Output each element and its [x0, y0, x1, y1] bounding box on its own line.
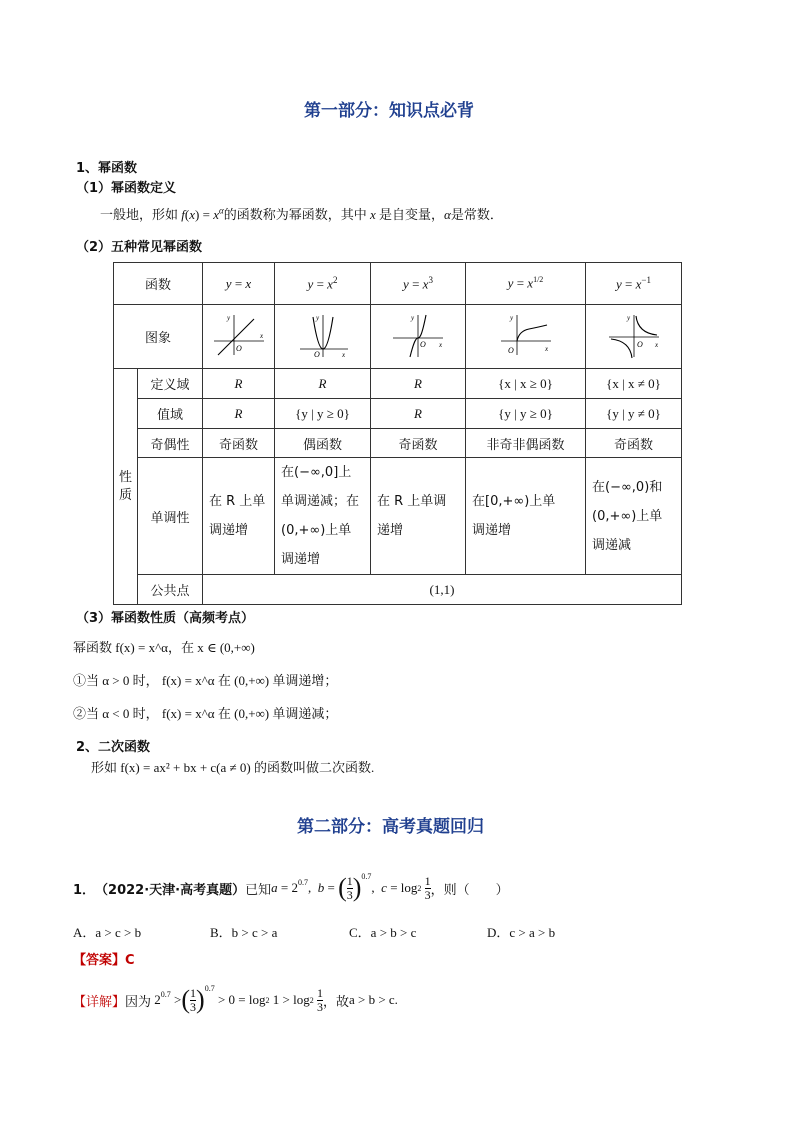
graph-2 [275, 305, 371, 369]
header-properties [114, 369, 138, 605]
mono-4 [466, 458, 586, 575]
property-line-2: ①当 α > 0 时， f(x) = x^α 在 (0,+∞) 单调递增； [73, 673, 338, 688]
func-1: y = x [203, 263, 275, 305]
property-line-1: 幂函数 f(x) = x^α，在 x ∈ (0,+∞) [73, 640, 255, 655]
svg-text:y: y [509, 313, 513, 322]
label-range: 值域 [138, 399, 203, 429]
table-row-range [114, 399, 682, 429]
detail-text-b: ，故 [322, 994, 349, 1010]
common-point-value: (1,1) [203, 575, 682, 605]
property-line-3: ②当 α < 0 时， f(x) = x^α 在 (0,+∞) 单调递减； [73, 706, 338, 721]
section-1-title: 1、幂函数 [76, 161, 138, 176]
func-5: $y = x^{-1}$ [586, 263, 682, 305]
def-formula: $f(x) = x^\alpha$ [181, 205, 224, 222]
def-var-x: x [366, 207, 379, 222]
option-c[interactable]: C．a > b > c [349, 925, 417, 940]
svg-text:O: O [507, 345, 514, 355]
domain-5: {x | x ≠ 0} [586, 369, 682, 399]
range-5: {y | y ≠ 0} [586, 399, 682, 429]
svg-text:x: x [439, 340, 443, 349]
label-common-point: 公共点 [138, 575, 203, 605]
detail-tag: 【详解】 [73, 994, 126, 1010]
question-formula: a = 2 $^{0.7}$ , b = ( 1 3 ) $^{0.7}$ , c = log 2 1 3 [271, 871, 431, 902]
svg-text:y: y [315, 313, 319, 322]
definition-line [100, 204, 503, 223]
answer-line [73, 949, 135, 968]
question-stem-a: 已知 [245, 882, 272, 898]
svg-text:y: y [411, 313, 415, 322]
parity-5: 奇函数 [586, 429, 682, 458]
question-1-stem [73, 870, 509, 906]
part1-title: 第一部分：知识点必背 [304, 101, 474, 121]
func-3: $y = x^3$ [371, 263, 466, 305]
section-1-1-title: （1）幂函数定义 [76, 181, 177, 196]
header-graph: 图象 [114, 305, 203, 369]
label-monotonicity: 单调性 [138, 458, 203, 575]
quadratic-definition: 形如 f(x) = ax² + bx + c(a ≠ 0) 的函数叫做二次函数. [91, 760, 375, 775]
graph-y-equals-x-icon [210, 311, 268, 359]
graph-5 [586, 305, 682, 369]
svg-text:y: y [626, 313, 630, 322]
detail-formula: 2 $^{0.7}$ > ( 1 3 ) $^{0.7}$ > 0 = log 2 1 > log 2 1 3 [151, 983, 323, 1014]
label-parity: 奇偶性 [138, 429, 203, 458]
section-2-title: 2、二次函数 [76, 740, 151, 755]
mono-1-line-1: 在 R 上单 [209, 494, 266, 509]
mono-4-line-2: 调递增 [472, 523, 512, 538]
domain-1: R [203, 369, 275, 399]
svg-text:O: O [313, 349, 320, 359]
parity-2: 偶函数 [275, 429, 371, 458]
mono-2-line-2: 单调递减；在 [281, 494, 360, 509]
func-4: $y = x^{1/2}$ [466, 263, 586, 305]
def-text-a: 一般地，形如 [100, 208, 179, 223]
mono-1-line-2: 调递增 [209, 523, 249, 538]
mono-1 [203, 458, 275, 575]
label-domain: 定义域 [138, 369, 203, 399]
table-row-parity [114, 429, 682, 458]
table-row-functions [114, 263, 682, 305]
range-1: R [203, 399, 275, 429]
question-number: 1． [73, 882, 96, 898]
mono-5-line-2: (0,+∞)上单 [592, 508, 663, 524]
graph-3 [371, 305, 466, 369]
section-1-3-title: （3）幂函数性质（高频考点） [76, 611, 255, 626]
def-text-c: 是自变量， [379, 208, 445, 223]
mono-2-line-4: 调递增 [281, 552, 321, 567]
graph-cubic-icon [389, 311, 447, 359]
answer-value: C [125, 953, 135, 968]
part2-title: 第二部分：高考真题回归 [297, 817, 484, 837]
range-3: R [371, 399, 466, 429]
mono-4-line-1: 在[0,+∞)上单 [472, 494, 556, 509]
mono-3 [371, 458, 466, 575]
svg-text:O: O [636, 339, 643, 349]
graph-hyperbola-icon [605, 311, 663, 359]
table-row-monotonicity [114, 458, 682, 575]
parity-3: 奇函数 [371, 429, 466, 458]
question-stem-b: ，则（ ） [430, 882, 509, 898]
table-row-common-point [114, 575, 682, 605]
parity-1: 奇函数 [203, 429, 275, 458]
svg-text:x: x [654, 340, 658, 349]
range-2: {y | y ≥ 0} [275, 399, 371, 429]
answer-tag: 【答案】 [73, 953, 126, 968]
question-source: （2022·天津·高考真题） [95, 882, 246, 898]
svg-text:x: x [341, 350, 345, 359]
mono-2 [275, 458, 371, 575]
svg-text:O: O [235, 343, 242, 353]
domain-3: R [371, 369, 466, 399]
graph-parabola-icon [294, 311, 352, 359]
svg-text:y: y [226, 313, 230, 322]
option-a[interactable]: A．a > c > b [73, 925, 142, 940]
mono-5 [586, 458, 682, 575]
header-function: 函数 [114, 263, 203, 305]
detail-line [73, 980, 398, 1020]
graph-sqrt-icon [497, 311, 555, 359]
option-d[interactable]: D．c > a > b [487, 925, 556, 940]
mono-2-line-3: (0,+∞)上单 [281, 523, 352, 538]
section-1-2-title: （2）五种常见幂函数 [76, 240, 203, 255]
detail-conclusion: a > b > c. [348, 992, 398, 1007]
func-2: $y = x^2$ [275, 263, 371, 305]
def-var-alpha: α [444, 207, 451, 222]
domain-2: R [275, 369, 371, 399]
header-properties-label: 性质 [118, 469, 132, 503]
mono-5-line-3: 调递减 [592, 537, 632, 553]
svg-text:O: O [420, 339, 426, 349]
def-text-d: 是常数． [450, 208, 503, 223]
mono-3-line-1: 在 R 上单调 [377, 494, 447, 509]
mono-3-line-2: 递增 [377, 523, 404, 538]
table-row-domain [114, 369, 682, 399]
svg-text:x: x [259, 331, 263, 340]
table-row-graphs [114, 305, 682, 369]
parity-4: 非奇非偶函数 [466, 429, 586, 458]
def-text-b: 的函数称为幂函数，其中 [223, 208, 367, 223]
domain-4: {x | x ≥ 0} [466, 369, 586, 399]
svg-text:x: x [544, 344, 548, 353]
mono-5-line-1: 在(−∞,0)和 [592, 479, 663, 495]
graph-1 [203, 305, 275, 369]
option-b[interactable]: B．b > c > a [210, 925, 278, 940]
mono-2-line-1: 在(−∞,0]上 [281, 465, 352, 480]
detail-text-a: 因为 [125, 994, 152, 1010]
power-function-table [113, 262, 682, 605]
range-4: {y | y ≥ 0} [466, 399, 586, 429]
graph-4 [466, 305, 586, 369]
